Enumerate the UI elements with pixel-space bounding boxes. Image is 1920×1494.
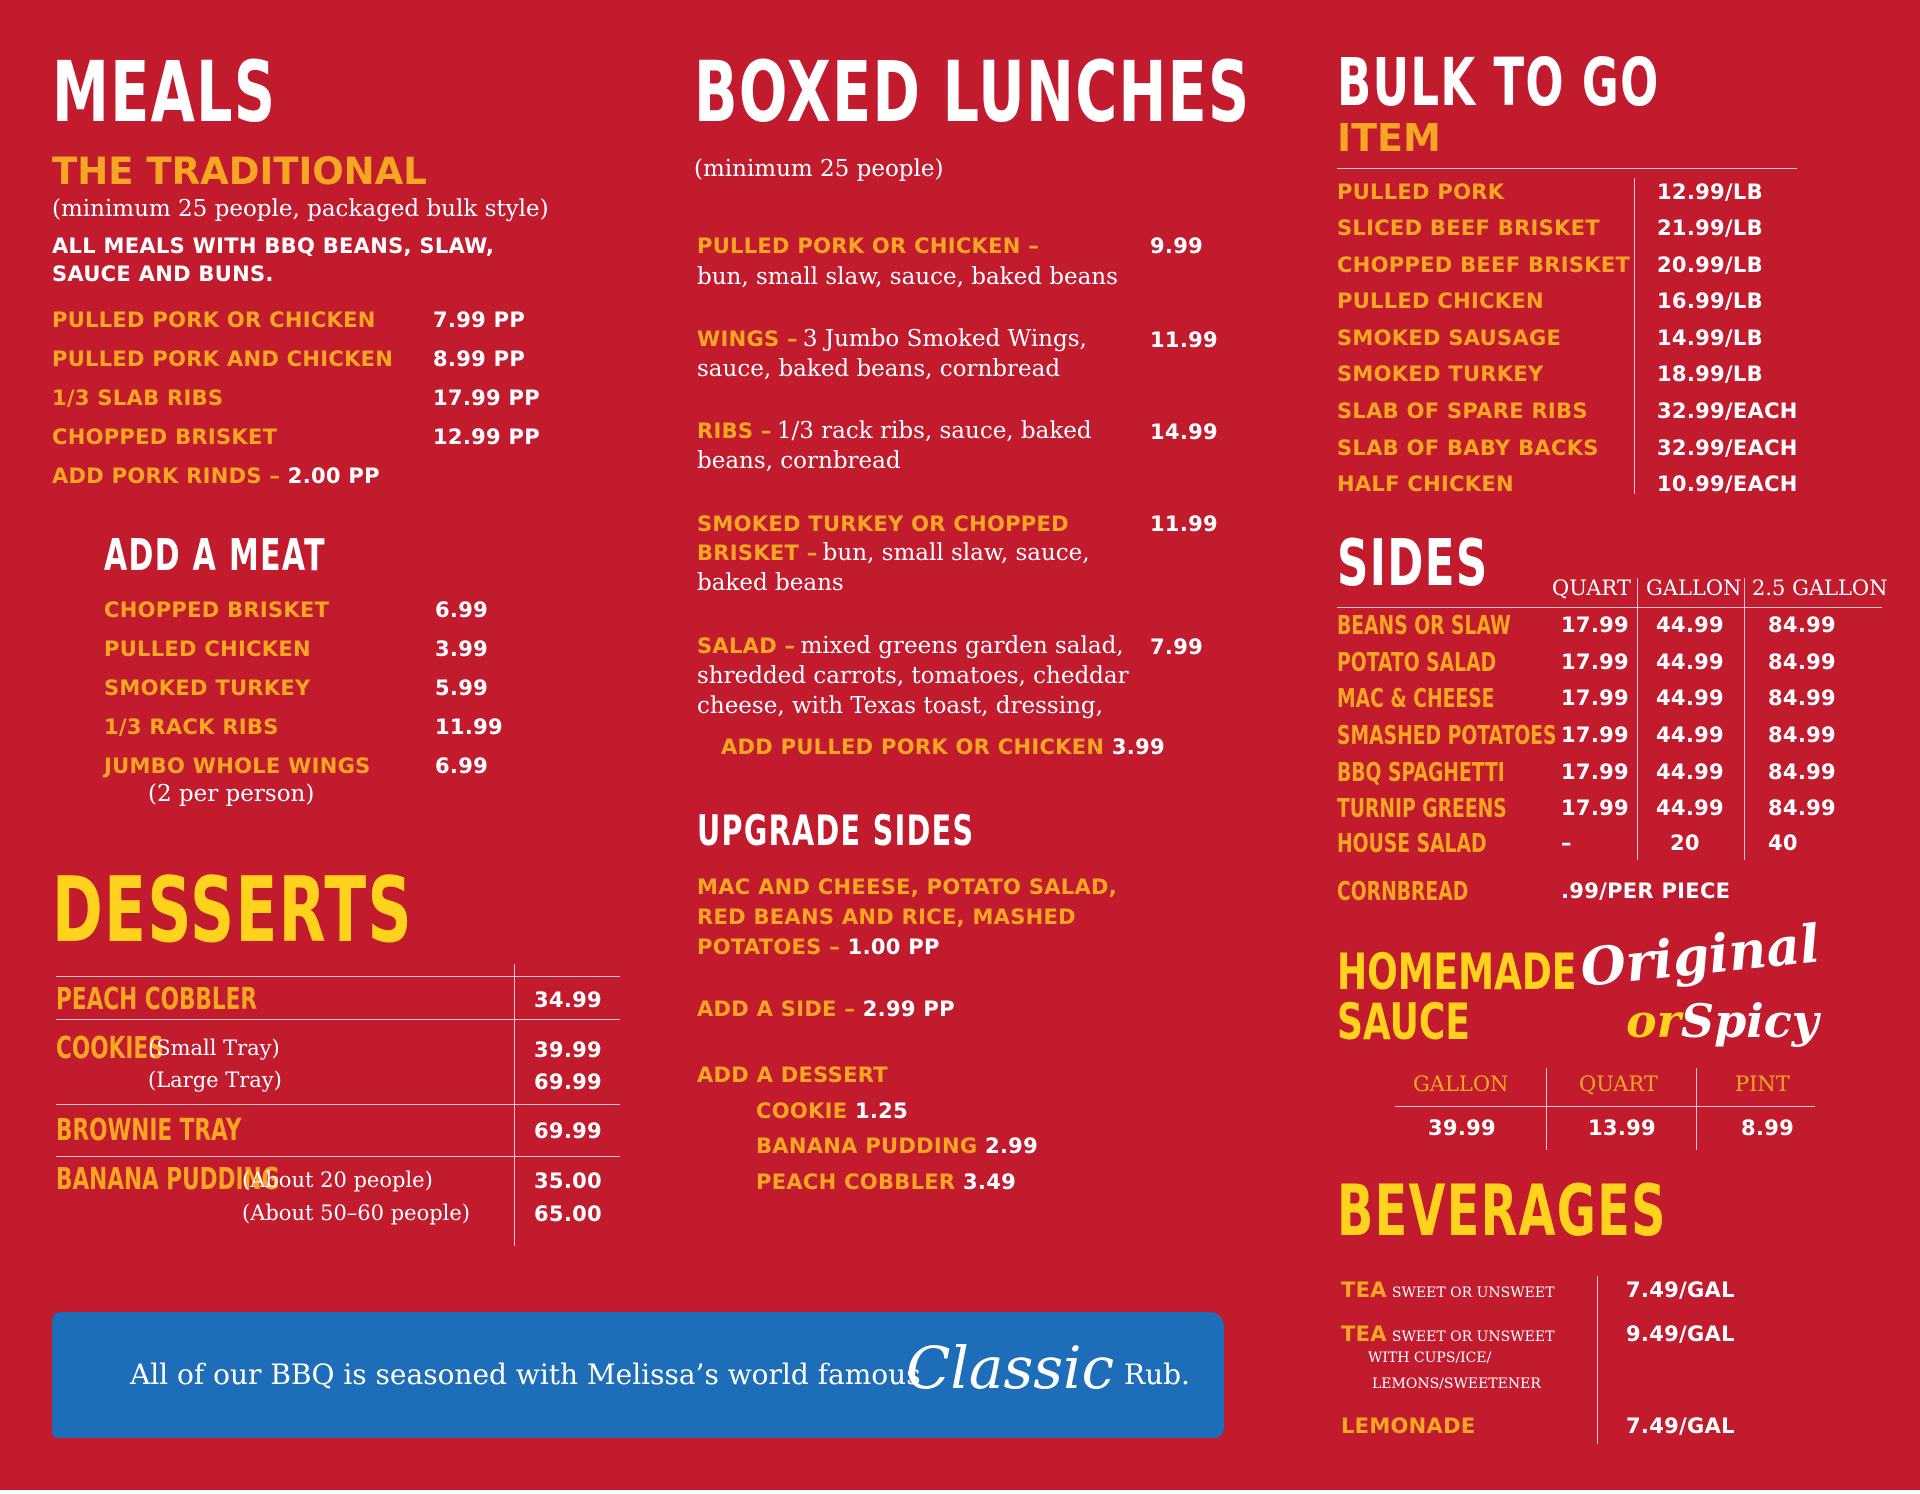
boxed-item-price: 9.99 [1150, 234, 1204, 258]
add-meat-item-price: 11.99 [435, 715, 503, 739]
sides-title: SIDES [1337, 527, 1489, 601]
boxed-item-line [697, 633, 1124, 659]
side-name: BBQ SPAGHETTI [1337, 758, 1505, 788]
brownie-price: 69.99 [534, 1119, 602, 1143]
traditional-item-price: 7.99 PP [433, 308, 526, 332]
desserts-rule [56, 1104, 620, 1105]
bulk-item-name: SLAB OF SPARE RIBS [1337, 399, 1588, 423]
beverage-note: WITH CUPS/ICE/ [1368, 1350, 1492, 1366]
beverage-line [1341, 1322, 1554, 1346]
banner-script-classic: Classic [906, 1334, 1115, 1402]
traditional-includes-1: ALL MEALS WITH BBQ BEANS, SLAW, [52, 234, 495, 258]
boxed-item-desc: mixed greens garden salad, [800, 633, 1124, 659]
boxed-lunches-title: BOXED LUNCHES [694, 43, 1251, 141]
wings-note: (2 per person) [148, 781, 315, 807]
beverage-price: 7.49/GAL [1626, 1278, 1735, 1302]
upgrade-line-text: POTATOES – [697, 935, 841, 959]
bulk-item-price: 10.99/EACH [1657, 472, 1798, 496]
beverage-price: 9.49/GAL [1626, 1322, 1735, 1346]
cookies-large-price: 69.99 [534, 1070, 602, 1094]
sauce-price-pint: 8.99 [1741, 1116, 1795, 1140]
traditional-item-name: 1/3 SLAB RIBS [52, 386, 224, 410]
boxed-item-desc: bun, small slaw, sauce, [822, 540, 1090, 566]
boxed-item-line [697, 326, 1087, 352]
cornbread-name: CORNBREAD [1337, 877, 1469, 907]
side-gallon-2-5: 84.99 [1768, 796, 1836, 820]
boxed-item-name: SMOKED TURKEY OR CHOPPED [697, 512, 1069, 536]
side-name: TURNIP GREENS [1337, 794, 1507, 824]
beverage-price: 7.49/GAL [1626, 1414, 1735, 1438]
add-meat-item-name: 1/3 RACK RIBS [104, 715, 279, 739]
boxed-item-price: 11.99 [1150, 512, 1218, 536]
boxed-item-desc: baked beans [697, 570, 844, 596]
boxed-item-desc: shredded carrots, tomatoes, cheddar [697, 663, 1129, 689]
add-dessert-name: BANANA PUDDING [756, 1134, 978, 1158]
pork-rinds-label: ADD PORK RINDS – [52, 464, 281, 488]
boxed-item-desc: bun, small slaw, sauce, baked beans [697, 264, 1118, 290]
sauce-rule [1395, 1106, 1815, 1107]
upgrade-line: MAC AND CHEESE, POTATO SALAD, [697, 875, 1118, 899]
side-gallon: 44.99 [1656, 650, 1724, 674]
sauce-script-or: or [1626, 994, 1681, 1048]
upgrade-line [697, 935, 940, 959]
add-dessert-price: 3.49 [963, 1170, 1017, 1194]
add-meat-item-price: 6.99 [435, 754, 489, 778]
upgrade-line: RED BEANS AND RICE, MASHED [697, 905, 1076, 929]
bulk-title: BULK TO GO [1337, 44, 1660, 121]
desserts-title: DESSERTS [52, 858, 413, 963]
add-dessert-item [756, 1134, 1038, 1158]
boxed-item-price: 11.99 [1150, 328, 1218, 352]
traditional-title: THE TRADITIONAL [52, 150, 427, 193]
side-quart: 17.99 [1561, 650, 1629, 674]
bulk-subtitle: ITEM [1337, 116, 1441, 160]
add-meat-title: ADD A MEAT [104, 530, 326, 581]
bulk-item-name: PULLED PORK [1337, 180, 1505, 204]
add-meat-item-name: PULLED CHICKEN [104, 637, 311, 661]
meals-title: MEALS [52, 43, 277, 141]
add-meat-item-name: CHOPPED BRISKET [104, 598, 330, 622]
cookies-small: (Small Tray) [148, 1036, 280, 1060]
traditional-item-name: CHOPPED BRISKET [52, 425, 278, 449]
side-gallon: 44.99 [1656, 613, 1724, 637]
bulk-item-price: 21.99/LB [1657, 216, 1763, 240]
bulk-item-price: 16.99/LB [1657, 289, 1763, 313]
add-side-label: ADD A SIDE – [697, 997, 856, 1021]
sides-divider [1744, 578, 1745, 860]
sauce-col-pint: PINT [1735, 1072, 1790, 1096]
banana-pudding-note-2: (About 50–60 people) [242, 1201, 470, 1225]
sides-divider [1637, 578, 1638, 860]
traditional-includes-2: SAUCE AND BUNS. [52, 262, 274, 286]
side-gallon-2-5: 84.99 [1768, 686, 1836, 710]
add-dessert-item [756, 1170, 1016, 1194]
beverage-note: SWEET OR UNSWEET [1391, 1285, 1555, 1301]
bulk-item-name: SMOKED TURKEY [1337, 362, 1544, 386]
boxed-item-name: BRISKET – [697, 541, 818, 565]
side-name: BEANS OR SLAW [1337, 611, 1511, 641]
beverage-line [1341, 1278, 1554, 1302]
add-meat-item-name: SMOKED TURKEY [104, 676, 311, 700]
bulk-item-price: 12.99/LB [1657, 180, 1763, 204]
sauce-price-gallon: 39.99 [1428, 1116, 1496, 1140]
bulk-item-name: CHOPPED BEEF BRISKET [1337, 253, 1631, 277]
add-meat-item-name: JUMBO WHOLE WINGS [104, 754, 371, 778]
upgrade-sides-title: UPGRADE SIDES [697, 806, 975, 855]
sauce-price-quart: 13.99 [1588, 1116, 1656, 1140]
beverage-note: LEMONS/SWEETENER [1372, 1376, 1541, 1392]
sauce-col-quart: QUART [1579, 1072, 1658, 1096]
sauce-script-original: Original [1577, 913, 1823, 999]
traditional-item-price: 12.99 PP [433, 425, 540, 449]
sauce-script-spicy: Spicy [1680, 994, 1819, 1048]
add-dessert-title: ADD A DESSERT [697, 1063, 888, 1087]
add-meat-item-price: 5.99 [435, 676, 489, 700]
boxed-item-desc: beans, cornbread [697, 448, 901, 474]
side-gallon-2-5: 84.99 [1768, 613, 1836, 637]
desserts-rule [56, 976, 620, 977]
sauce-col-gallon: GALLON [1413, 1072, 1509, 1096]
brownie-name: BROWNIE TRAY [56, 1113, 242, 1148]
bulk-item-price: 32.99/EACH [1657, 399, 1798, 423]
side-quart: – [1561, 831, 1572, 855]
sauce-title-1: HOMEMADE [1337, 943, 1577, 1001]
desserts-rule [56, 1156, 620, 1157]
cookies-name: COOKIES [56, 1031, 164, 1066]
bulk-divider [1634, 178, 1635, 494]
bulk-item-name: PULLED CHICKEN [1337, 289, 1544, 313]
sides-col-2-5-gallon: 2.5 GALLON [1752, 576, 1888, 600]
add-dessert-price: 1.25 [854, 1099, 908, 1123]
boxed-item-desc: cheese, with Texas toast, dressing, [697, 693, 1103, 719]
bulk-item-price: 14.99/LB [1657, 326, 1763, 350]
banner-text: All of our BBQ is seasoned with Melissa’s world famous [130, 1358, 921, 1391]
add-dessert-price: 2.99 [984, 1134, 1038, 1158]
boxed-item-name: WINGS – [697, 327, 798, 351]
boxed-note: (minimum 25 people) [694, 156, 944, 182]
side-gallon-2-5: 84.99 [1768, 760, 1836, 784]
boxed-item-desc: 1/3 rack ribs, sauce, baked [776, 418, 1092, 444]
pork-rinds-addon [52, 464, 380, 488]
beverage-name: TEA [1341, 1278, 1387, 1302]
sauce-script-line [1626, 994, 1819, 1048]
side-gallon-2-5: 40 [1768, 831, 1798, 855]
add-side-price: 2.99 PP [862, 997, 955, 1021]
upgrade-price: 1.00 PP [847, 935, 940, 959]
side-gallon-2-5: 84.99 [1768, 723, 1836, 747]
side-gallon: 20 [1670, 831, 1700, 855]
bulk-item-name: SMOKED SAUSAGE [1337, 326, 1562, 350]
boxed-item-line [697, 418, 1092, 444]
boxed-item-desc: 3 Jumbo Smoked Wings, [802, 326, 1087, 352]
side-gallon: 44.99 [1656, 686, 1724, 710]
side-quart: 17.99 [1561, 686, 1629, 710]
peach-cobbler-name: PEACH COBBLER [56, 982, 258, 1017]
sauce-title-2: SAUCE [1337, 993, 1470, 1051]
traditional-item-price: 17.99 PP [433, 386, 540, 410]
sides-col-quart: QUART [1552, 576, 1631, 600]
cornbread-price: .99/PER PIECE [1561, 879, 1731, 903]
peach-cobbler-price: 34.99 [534, 988, 602, 1012]
traditional-item-name: PULLED PORK OR CHICKEN [52, 308, 376, 332]
banana-pudding-price-1: 35.00 [534, 1169, 602, 1193]
bulk-item-name: HALF CHICKEN [1337, 472, 1514, 496]
banana-pudding-price-2: 65.00 [534, 1202, 602, 1226]
sauce-divider [1696, 1068, 1697, 1150]
side-gallon: 44.99 [1656, 796, 1724, 820]
bulk-item-price: 18.99/LB [1657, 362, 1763, 386]
salad-addon-label: ADD PULLED PORK OR CHICKEN [721, 735, 1105, 759]
boxed-item-price: 7.99 [1150, 635, 1204, 659]
traditional-item-price: 8.99 PP [433, 347, 526, 371]
sides-col-gallon: GALLON [1646, 576, 1742, 600]
pork-rinds-price: 2.00 PP [287, 464, 380, 488]
desserts-divider [514, 964, 515, 1246]
side-gallon-2-5: 84.99 [1768, 650, 1836, 674]
beverages-title: BEVERAGES [1337, 1170, 1667, 1252]
side-quart: 17.99 [1561, 723, 1629, 747]
side-quart: 17.99 [1561, 613, 1629, 637]
side-name: HOUSE SALAD [1337, 829, 1487, 859]
beverage-name: LEMONADE [1341, 1414, 1476, 1438]
side-quart: 17.99 [1561, 760, 1629, 784]
boxed-item-name: RIBS – [697, 419, 772, 443]
side-name: MAC & CHEESE [1337, 684, 1495, 714]
add-meat-item-price: 3.99 [435, 637, 489, 661]
boxed-item-line [697, 540, 1090, 566]
beverage-name: TEA [1341, 1322, 1387, 1346]
beverages-divider [1597, 1276, 1598, 1444]
side-name: POTATO SALAD [1337, 648, 1497, 678]
salad-addon [721, 735, 1165, 759]
side-gallon: 44.99 [1656, 723, 1724, 747]
side-gallon: 44.99 [1656, 760, 1724, 784]
banana-pudding-note-1: (About 20 people) [242, 1168, 433, 1192]
add-dessert-item [756, 1099, 908, 1123]
boxed-item-price: 14.99 [1150, 420, 1218, 444]
add-side [697, 997, 955, 1021]
banana-pudding-name: BANANA PUDDING [56, 1162, 280, 1197]
boxed-item-name: SALAD – [697, 634, 796, 658]
traditional-note: (minimum 25 people, packaged bulk style) [52, 196, 549, 222]
banner-end: Rub. [1124, 1358, 1190, 1391]
add-meat-item-price: 6.99 [435, 598, 489, 622]
cookies-small-price: 39.99 [534, 1038, 602, 1062]
cookies-large: (Large Tray) [148, 1068, 282, 1092]
salad-addon-price: 3.99 [1111, 735, 1165, 759]
bulk-item-price: 32.99/EACH [1657, 436, 1798, 460]
add-dessert-name: COOKIE [756, 1099, 848, 1123]
add-dessert-name: PEACH COBBLER [756, 1170, 956, 1194]
sauce-divider [1546, 1068, 1547, 1150]
side-name: SMASHED POTATOES [1337, 721, 1557, 751]
desserts-rule [56, 1019, 620, 1020]
traditional-item-name: PULLED PORK AND CHICKEN [52, 347, 394, 371]
bulk-item-price: 20.99/LB [1657, 253, 1763, 277]
sides-rule [1337, 607, 1882, 608]
bulk-rule [1337, 168, 1797, 169]
boxed-item-name: PULLED PORK OR CHICKEN – [697, 234, 1040, 258]
side-quart: 17.99 [1561, 796, 1629, 820]
boxed-item-desc: sauce, baked beans, cornbread [697, 356, 1061, 382]
bulk-item-name: SLAB OF BABY BACKS [1337, 436, 1599, 460]
beverage-note: SWEET OR UNSWEET [1391, 1329, 1555, 1345]
bulk-item-name: SLICED BEEF BRISKET [1337, 216, 1600, 240]
